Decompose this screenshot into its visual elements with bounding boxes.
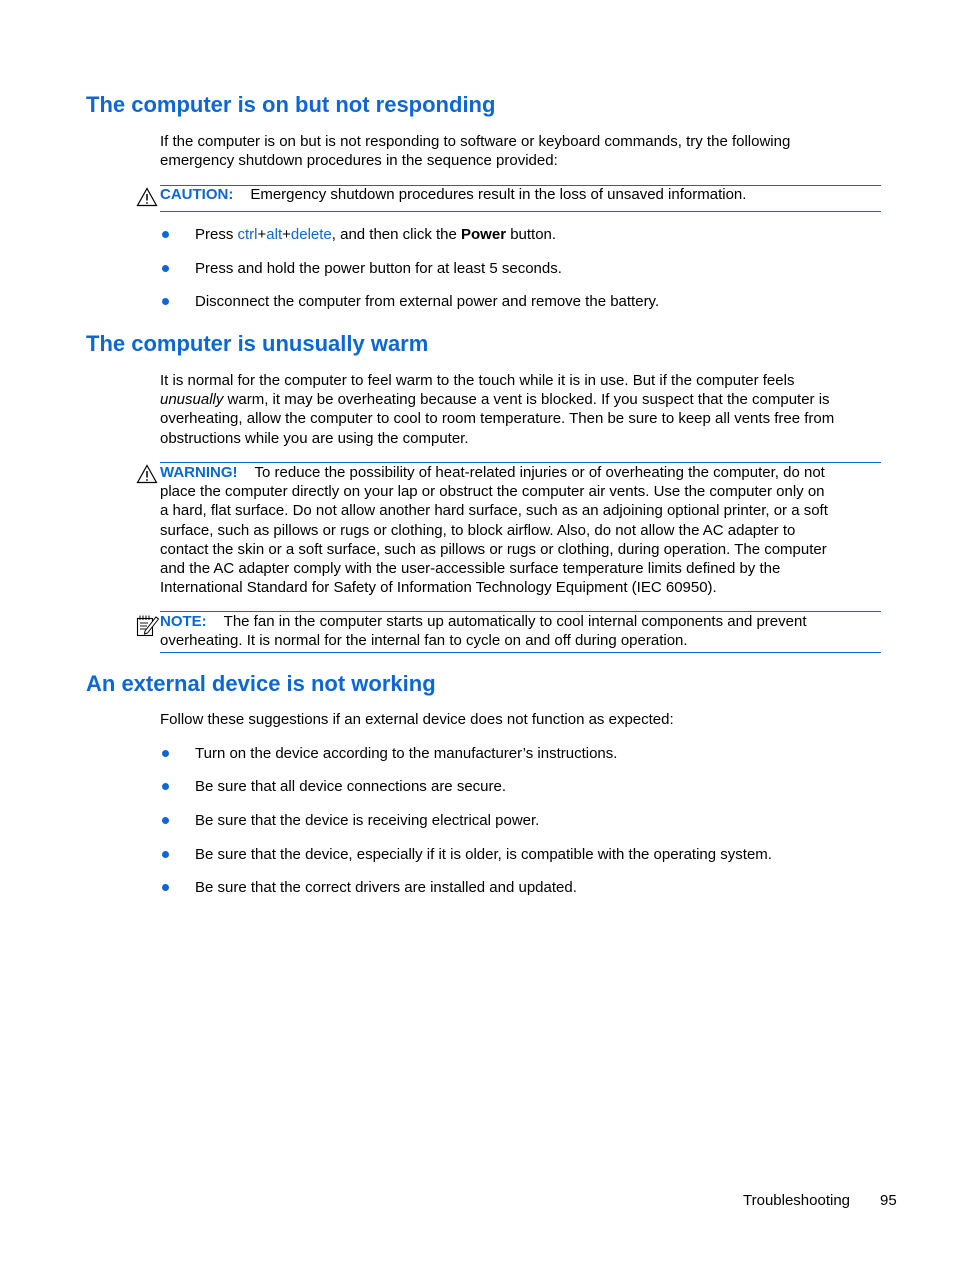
bullet-icon: [162, 231, 169, 238]
power-button-label: Power: [461, 226, 507, 243]
footer-section-name: Troubleshooting: [743, 1192, 851, 1209]
warning-callout: WARNING! To reduce the possibility of heat-related injuries or of overheating the computer, do not place the computer directly on your lap or obstruct the computer air vents. Use the computer only on a hard, flat surface. Do not allow another hard surface, such as an adjoining optional printer, or a soft surface, such as pillows or rugs or clothing, to block airflow. Also, do not allow the AC adapter to contact the skin or a soft surface, such as pillows or rugs or clothing, during operation. The computer and the AC adapter comply with the user-accessible surface temperature limits defined by the International Standard for Safety of Information Technology Equipment (IEC 60950).: [160, 464, 828, 597]
bullet-icon: [162, 265, 169, 272]
intro-external-device: Follow these suggestions if an external device does not function as expected:: [160, 711, 674, 728]
bullet-text: Press and hold the power button for at least 5 seconds.: [195, 260, 562, 277]
note-label: NOTE:: [160, 613, 207, 630]
list-item: [160, 292, 886, 312]
intro-line: unusually warm, it may be overheating because a vent is blocked. If you suspect that the computer is: [160, 391, 830, 409]
caution-label: CAUTION:: [160, 186, 234, 203]
intro-not-responding: [160, 132, 886, 170]
list-item: [160, 777, 886, 797]
key-ctrl: ctrl: [237, 226, 258, 243]
bullet-text: Turn on the device according to the manufacturer’s instructions.: [195, 745, 618, 762]
list-item: [160, 744, 886, 764]
intro-line: overheating, allow the computer to cool to room temperature. Then be sure to keep all vents free from: [160, 410, 835, 428]
bullet-icon: [162, 298, 169, 305]
intro-line: obstructions while you are using the computer.: [160, 429, 469, 447]
bullet-icon: [162, 750, 169, 757]
intro-line: It is normal for the computer to feel warm to the touch while it is in use. But if the computer feels: [160, 372, 795, 389]
heading-not-responding: The computer is on but not responding: [86, 92, 496, 117]
caution-bottom-rule: [160, 211, 881, 212]
bullet-text: Be sure that the device, especially if it is older, is compatible with the operating system.: [195, 846, 772, 863]
bullet-text: Be sure that the device is receiving electrical power.: [195, 812, 540, 829]
warning-triangle-icon: [136, 187, 158, 207]
list-item: [160, 845, 886, 865]
bullet-text: Press ctrl+alt+delete, and then click the Power button.: [195, 226, 557, 243]
caution-text: Emergency shutdown procedures result in the loss of unsaved information.: [250, 186, 747, 203]
bullet-icon: [162, 851, 169, 858]
list-item: [160, 878, 886, 898]
list-item: [160, 259, 886, 279]
bullet-icon: [162, 817, 169, 824]
note-callout: NOTE: The fan in the computer starts up automatically to cool internal components and prevent overheating. It is normal for the internal fan to cycle on and off during operation.: [160, 613, 807, 650]
intro-line: If the computer is on but is not responding to software or keyboard commands, try the following: [160, 133, 791, 150]
key-delete: delete: [290, 226, 332, 243]
bullet-icon: [162, 884, 169, 891]
intro-unusually-warm: [160, 371, 886, 448]
heading-external-device: An external device is not working: [86, 671, 436, 696]
bullet-text: Disconnect the computer from external power and remove the battery.: [195, 293, 660, 310]
list-item: [160, 811, 886, 831]
bullet-text: Be sure that all device connections are secure.: [195, 778, 507, 795]
intro-line: emergency shutdown procedures in the sequence provided:: [160, 152, 558, 170]
note-pencil-icon: [136, 614, 160, 638]
warning-label: WARNING!: [160, 464, 238, 481]
bullet-icon: [162, 783, 169, 790]
heading-unusually-warm: The computer is unusually warm: [86, 331, 429, 356]
key-alt: alt: [266, 226, 283, 243]
caution-callout: [160, 185, 886, 204]
bullet-text: Be sure that the correct drivers are installed and updated.: [195, 879, 577, 896]
list-item: [160, 225, 886, 245]
warning-triangle-icon: [136, 464, 158, 484]
note-bottom-rule: [160, 652, 881, 653]
footer-page-number: 95: [880, 1192, 897, 1209]
